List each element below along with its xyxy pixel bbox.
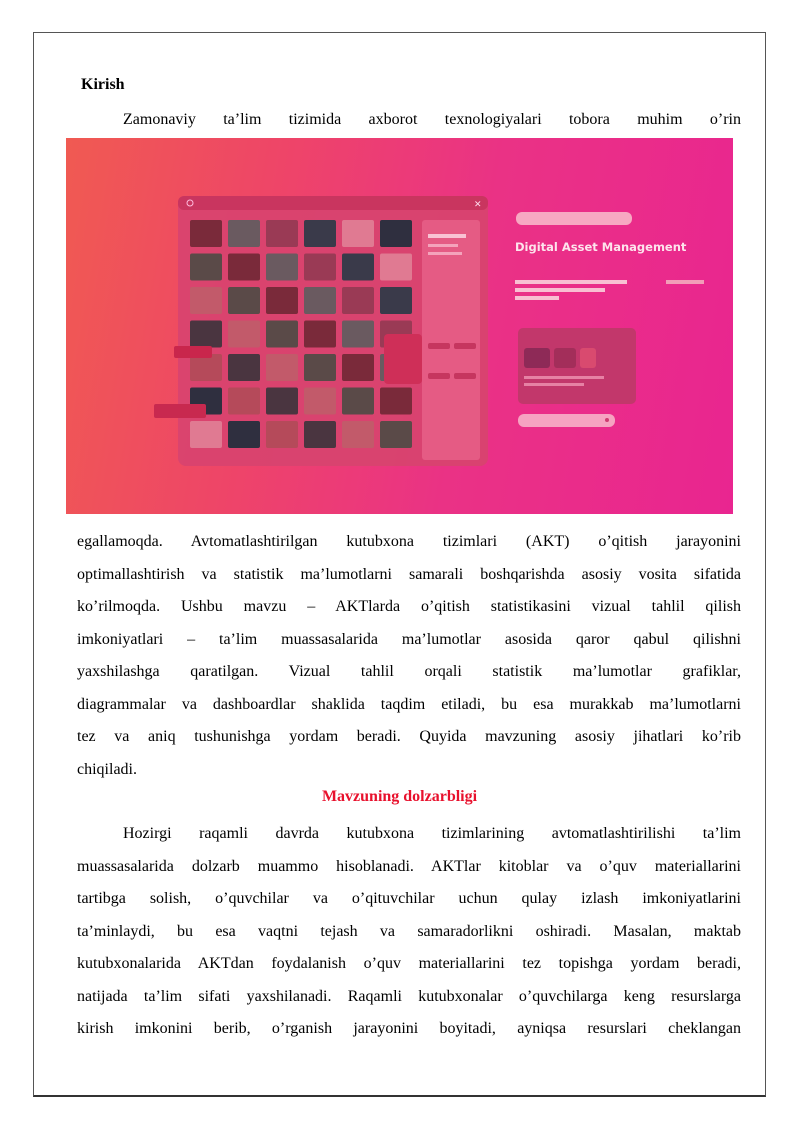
thumbnail-tile <box>380 220 412 247</box>
thumbnail-tile <box>266 321 298 348</box>
thumbnail-tile <box>266 220 298 247</box>
thumbnail-tile <box>342 388 374 415</box>
thumbnail-tile <box>342 220 374 247</box>
text-line: imkoniyatlari – ta’lim muassasalarida ma’lumotlar asosida qaror qabul qilishni <box>77 630 741 648</box>
text-line: ta’minlaydi, bu esa vaqtni tejash va samaradorlikni oshiradi. Masalan, maktab <box>77 922 741 940</box>
thumbnail-tile <box>380 254 412 281</box>
text-line: Hozirgi raqamli davrda kutubxona tizimlarining avtomatlashtirilishi ta’lim <box>123 825 741 842</box>
thumbnail-tile <box>190 421 222 448</box>
text-line: muassasalarida dolzarb muammo hisoblanadi. AKTlar kitoblar va o’quv materiallarini <box>77 857 741 875</box>
thumbnail-tile <box>228 287 260 314</box>
close-icon: ✕ <box>474 200 482 210</box>
thumbnail-tile <box>304 321 336 348</box>
thumbnail-tile <box>190 321 222 348</box>
thumbnail-tile <box>380 287 412 314</box>
thumbnail-tile <box>342 287 374 314</box>
thumbnail-tile <box>342 421 374 448</box>
thumbnail-tile <box>190 287 222 314</box>
thumbnail-tile <box>304 388 336 415</box>
text-line: ko’rilmoqda. Ushbu mavzu – AKTlarda o’qitish statistikasini vizual tahlil qilish <box>77 598 741 615</box>
thumbnail-tile <box>228 354 260 381</box>
thumbnail-tile <box>266 354 298 381</box>
section-heading-kirish: Kirish <box>81 76 125 93</box>
pill-bar <box>516 212 632 225</box>
thumbnail-tile <box>304 220 336 247</box>
text-line: chiqiladi. <box>77 760 137 778</box>
thumbnail-tile <box>266 287 298 314</box>
illustration-title: Digital Asset Management <box>515 240 687 254</box>
thumbnail-tile <box>342 354 374 381</box>
text-line: natijada ta’lim sifati yaxshilanadi. Raqamli kutubxonalar o’quvchilarga keng resurslarga <box>77 987 741 1005</box>
pill-bar <box>518 414 615 427</box>
floating-card <box>174 346 212 358</box>
text-line: egallamoqda. Avtomatlashtirilgan kutubxona tizimlari (AKT) o’qitish jarayonini <box>77 533 741 550</box>
text-line: tez va aniq tushunishga yordam beradi. Quyida mavzuning asosiy jihatlari ko’rib <box>77 728 741 745</box>
thumbnail-tile <box>228 421 260 448</box>
thumbnail-tile <box>266 421 298 448</box>
text-line: kutubxonalarida AKTdan foydalanish o’quv materiallarini tez topishga yordam beradi, <box>77 955 741 972</box>
floating-card <box>384 334 422 384</box>
text-line: yaxshilashga qaratilgan. Vizual tahlil orqali statistik ma’lumotlar grafiklar, <box>77 663 741 680</box>
thumbnail-tile <box>190 220 222 247</box>
text-line: tartibga solish, o’quvchilar va o’qituvchilar uchun qulay izlash imkoniyatlarini <box>77 890 741 907</box>
thumbnail-tile <box>304 254 336 281</box>
text-line: kirish imkonini berib, o’rganish jarayonini boyitadi, ayniqsa resurslari cheklangan <box>77 1020 741 1037</box>
floating-card <box>154 404 206 418</box>
window-sidepanel <box>422 220 480 460</box>
text-line: optimallashtirish va statistik ma’lumotlarni samarali boshqarishda asosiy vosita sifatida <box>77 565 741 583</box>
section-title-dolzarbligi: Mavzuning dolzarbligi <box>321 788 478 805</box>
thumbnail-tile <box>342 254 374 281</box>
app-window-titlebar <box>178 196 488 210</box>
text-line: diagrammalar va dashboardlar shaklida taqdim etiladi, bu esa murakkab ma’lumotlarni <box>77 695 741 713</box>
thumbnail-tile <box>190 254 222 281</box>
thumbnail-tile <box>266 388 298 415</box>
thumbnail-tile <box>342 321 374 348</box>
thumbnail-tile <box>228 388 260 415</box>
thumbnail-tile <box>228 220 260 247</box>
thumbnail-tile <box>266 254 298 281</box>
thumbnail-tile <box>190 354 222 381</box>
dam-illustration <box>66 138 733 514</box>
thumbnail-tile <box>228 254 260 281</box>
thumbnail-tile <box>228 321 260 348</box>
thumbnail-tile <box>380 421 412 448</box>
thumbnail-tile <box>304 354 336 381</box>
intro-paragraph-line1: Zamonaviy ta’lim tizimida axborot texnologiyalari tobora muhim o’rin <box>123 111 741 128</box>
thumbnail-tile <box>380 388 412 415</box>
thumbnail-tile <box>304 287 336 314</box>
thumbnail-tile <box>304 421 336 448</box>
